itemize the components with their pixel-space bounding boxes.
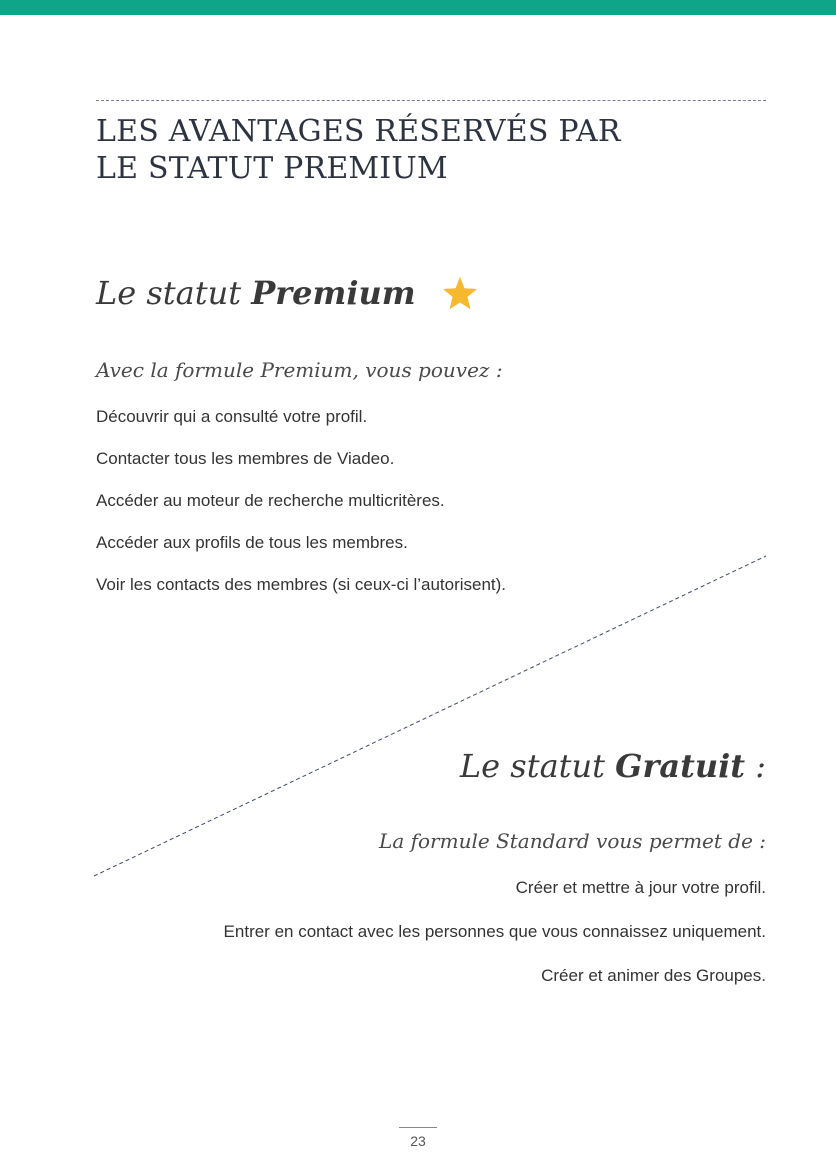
free-heading-bold: Gratuit — [615, 747, 746, 785]
list-item: Accéder au moteur de recherche multicritères. — [96, 491, 445, 510]
list-item: Créer et mettre à jour votre profil. — [515, 878, 766, 897]
premium-heading-bold: Premium — [251, 274, 416, 312]
list-item: Créer et animer des Groupes. — [541, 966, 766, 985]
list-item: Accéder aux profils de tous les membres. — [96, 533, 408, 552]
page-title-line1: LES AVANTAGES RÉSERVÉS PAR — [96, 114, 621, 149]
list-item: Entrer en contact avec les personnes que vous connaissez uniquement. — [223, 922, 766, 941]
free-heading-prefix: Le statut — [459, 747, 616, 785]
page-title-line2: LE STATUT PREMIUM — [96, 151, 448, 186]
premium-heading-prefix: Le statut — [96, 274, 252, 312]
free-heading — [460, 746, 766, 786]
list-item: Voir les contacts des membres (si ceux-ci l’autorisent). — [96, 575, 507, 594]
free-heading-suffix: : — [745, 747, 766, 785]
premium-intro: Avec la formule Premium, vous pouvez : — [96, 358, 503, 382]
page-number: 23 — [410, 1133, 426, 1149]
list-item: Contacter tous les membres de Viadeo. — [96, 449, 395, 468]
list-item: Découvrir qui a consulté votre profil. — [96, 407, 368, 426]
free-intro: La formule Standard vous permet de : — [379, 829, 766, 853]
page-number-rule — [399, 1127, 437, 1128]
free-benefits-list — [224, 878, 766, 1010]
